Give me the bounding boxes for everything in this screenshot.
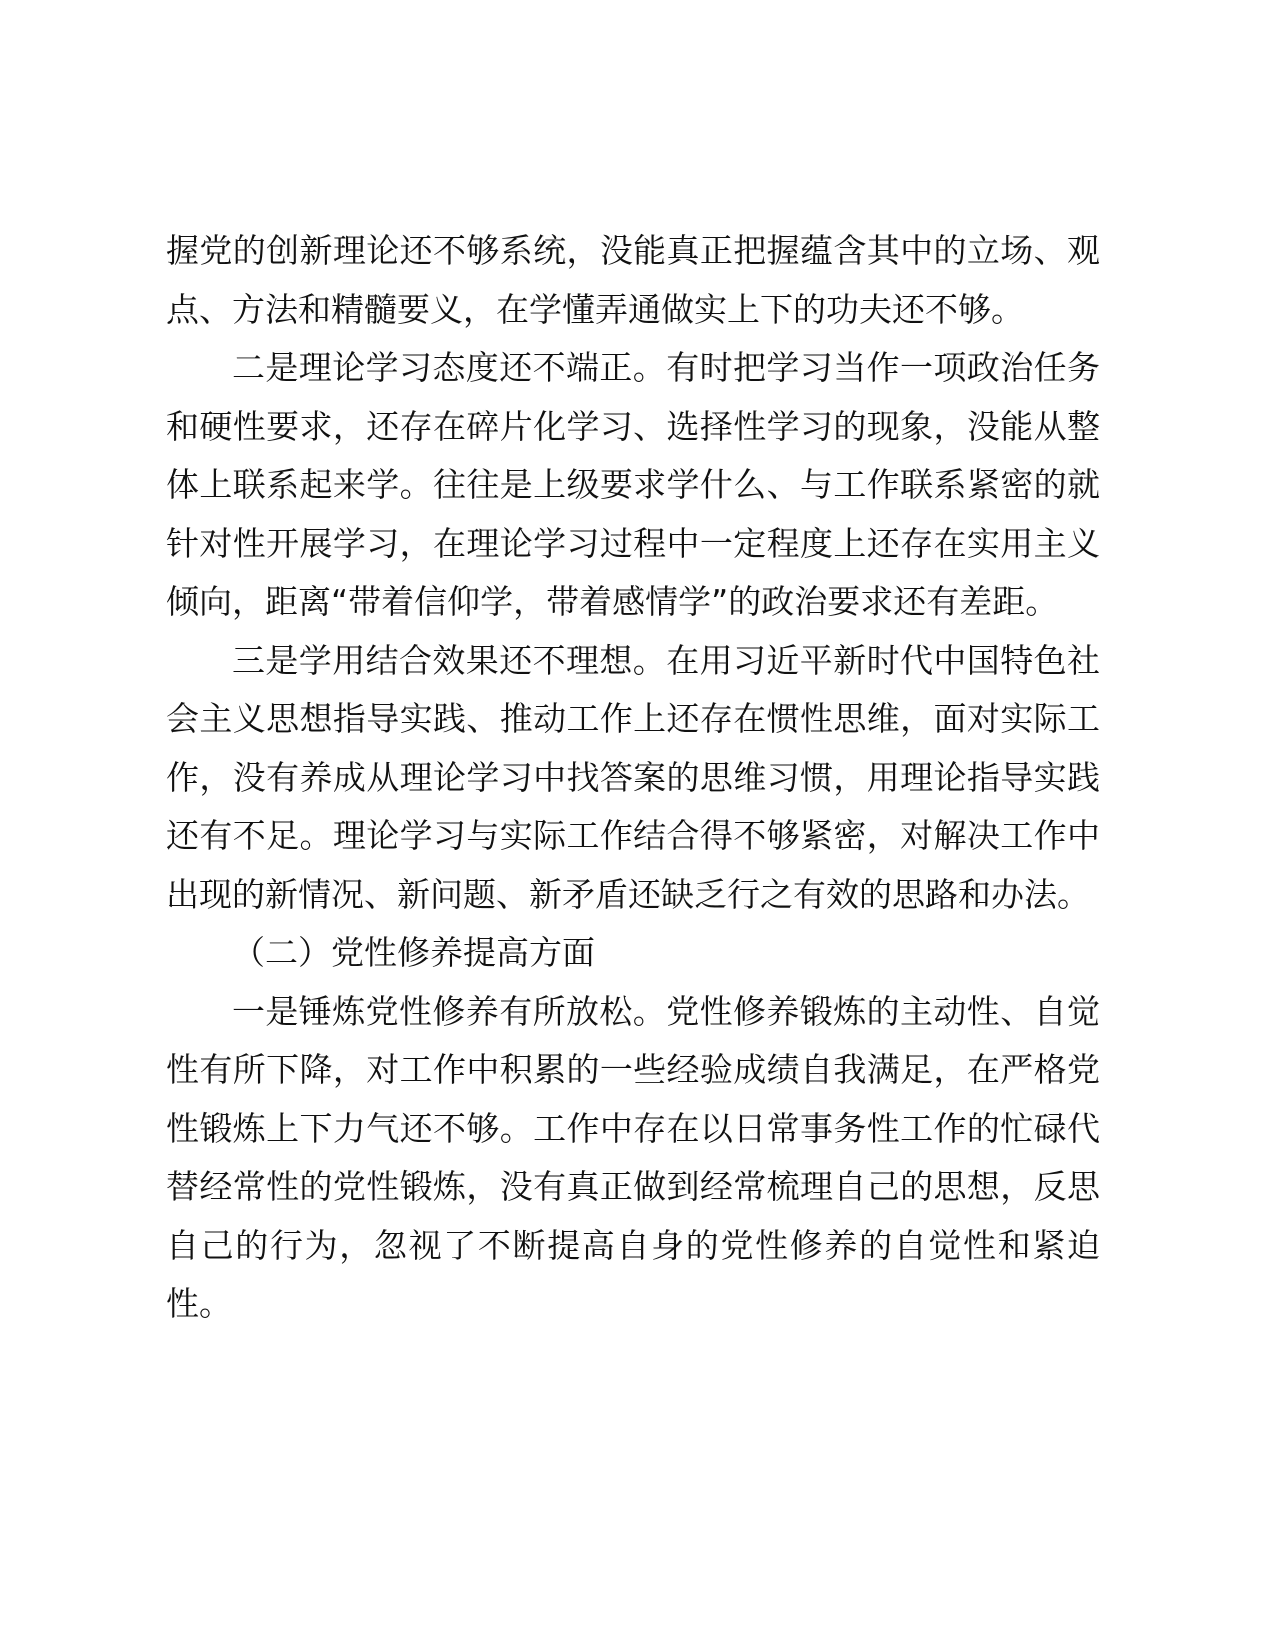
paragraph-point-one: 一是锤炼党性修养有所放松。党性修养锻炼的主动性、自觉性有所下降，对工作中积累的一些经验成绩自我满足，在严格党性锻炼上下力气还不够。工作中存在以日常事务性工作的忙碌代替经常性的党性锻炼，没有真正做到经常梳理自己的思想，反思自己的行为，忽视了不断提高自身的党性修养的自觉性和紧迫性。 — [166, 991, 1100, 1323]
document-body — [166, 222, 1100, 1334]
section-heading: （二）党性修养提高方面 — [232, 933, 595, 972]
paragraph-point-two: 二是理论学习态度还不端正。有时把学习当作一项政治任务和硬性要求，还存在碎片化学习、选择性学习的现象，没能从整体上联系起来学。往往是上级要求学什么、与工作联系紧密的就针对性开展学习，在理论学习过程中一定程度上还存在实用主义倾向，距离“带着信仰学，带着感情学”的政治要求还有差距。 — [166, 348, 1100, 621]
paragraph-continuation: 握党的创新理论还不够系统，没能真正把握蕴含其中的立场、观点、方法和精髓要义，在学懂弄通做实上下的功夫还不够。 — [166, 231, 1100, 329]
paragraph-point-three: 三是学用结合效果还不理想。在用习近平新时代中国特色社会主义思想指导实践、推动工作上还存在惯性思维，面对实际工作，没有养成从理论学习中找答案的思维习惯，用理论指导实践还有不足。理论学习与实际工作结合得不够紧密，对解决工作中出现的新情况、新问题、新矛盾还缺乏行之有效的思路和办法。 — [166, 640, 1100, 914]
